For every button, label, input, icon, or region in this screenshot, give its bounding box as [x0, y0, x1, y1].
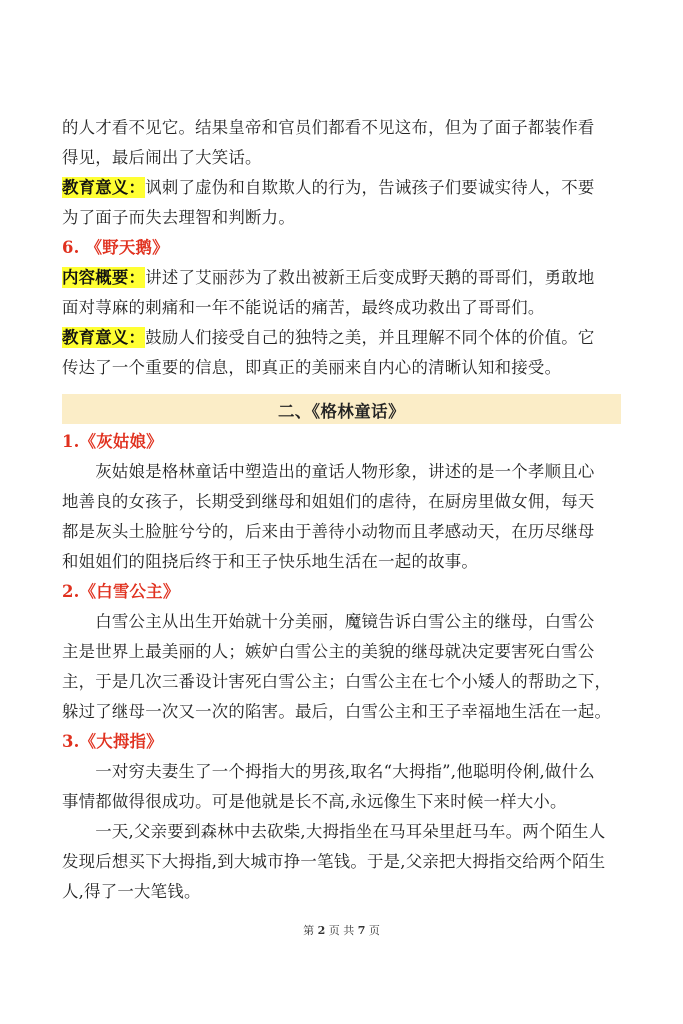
text-line: 白雪公主从出生开始就十分美丽，魔镜告诉白雪公主的继母，白雪公	[62, 612, 595, 631]
page-footer	[0, 922, 683, 938]
education-meaning-line	[62, 326, 622, 350]
text-line: 事情都做得很成功。可是他就是长不高,永远像生下来时候一样大小。	[62, 792, 567, 811]
text-line: 灰姑娘是格林童话中塑造出的童话人物形象，讲述的是一个孝顺且心	[62, 462, 595, 481]
story-heading: 6. 《野天鹅》	[62, 238, 169, 257]
footer-text: 页 共	[328, 924, 355, 937]
text-line: 传达了一个重要的信息，即真正的美丽来自内心的清晰认知和接受。	[62, 358, 562, 377]
education-meaning-line	[62, 176, 622, 200]
story-heading: 3.《大拇指》	[62, 732, 163, 751]
content-summary-line	[62, 266, 622, 290]
education-meaning-label: 教育意义：	[62, 178, 146, 197]
text-line: 面对荨麻的刺痛和一年不能说话的痛苦，最终成功救出了哥哥们。	[62, 298, 545, 317]
text-line: 人,得了一大笔钱。	[62, 882, 201, 901]
text-span: 讽刺了虚伪和自欺欺人的行为，告诫孩子们要诚实待人，不要	[145, 178, 595, 197]
story-heading: 1.《灰姑娘》	[62, 432, 163, 451]
footer-text: 页	[368, 924, 380, 937]
text-span: 鼓励人们接受自己的独特之美，并且理解不同个体的价值。它	[145, 328, 595, 347]
current-page-number: 2	[317, 924, 326, 937]
text-line: 主是世界上最美丽的人；嫉妒白雪公主的美貌的继母就决定要害死白雪公	[62, 642, 595, 661]
text-line: 得见，最后闹出了大笑话。	[62, 148, 262, 167]
education-meaning-label: 教育意义：	[62, 328, 146, 347]
total-pages-number: 7	[357, 924, 366, 937]
text-line: 和姐姐们的阻挠后终于和王子快乐地生活在一起的故事。	[62, 552, 479, 571]
text-line: 一对穷夫妻生了一个拇指大的男孩,取名“大拇指”,他聪明伶俐,做什么	[62, 762, 595, 781]
section-header-band	[62, 394, 621, 424]
text-line: 地善良的女孩子，长期受到继母和姐姐们的虐待，在厨房里做女佣，每天	[62, 492, 595, 511]
footer-text: 第	[303, 924, 315, 937]
text-line: 一天,父亲要到森林中去砍柴,大拇指坐在马耳朵里赶马车。两个陌生人	[62, 822, 606, 841]
text-line: 都是灰头土脸脏兮兮的，后来由于善待小动物而且孝感动天，在历尽继母	[62, 522, 595, 541]
section-title: 二、《格林童话》	[278, 402, 405, 421]
text-line: 为了面子而失去理智和判断力。	[62, 208, 295, 227]
content-summary-label: 内容概要：	[62, 268, 146, 287]
text-line: 躲过了继母一次又一次的陷害。最后，白雪公主和王子幸福地生活在一起。	[62, 702, 612, 721]
text-span: 讲述了艾丽莎为了救出被新王后变成野天鹅的哥哥们，勇敢地	[145, 268, 595, 287]
text-line: 的人才看不见它。结果皇帝和官员们都看不见这布，但为了面子都装作看	[62, 118, 595, 137]
text-line: 发现后想买下大拇指,到大城市挣一笔钱。于是,父亲把大拇指交给两个陌生	[62, 852, 606, 871]
text-line: 主，于是几次三番设计害死白雪公主；白雪公主在七个小矮人的帮助之下，	[62, 672, 612, 691]
story-heading: 2.《白雪公主》	[62, 582, 180, 601]
